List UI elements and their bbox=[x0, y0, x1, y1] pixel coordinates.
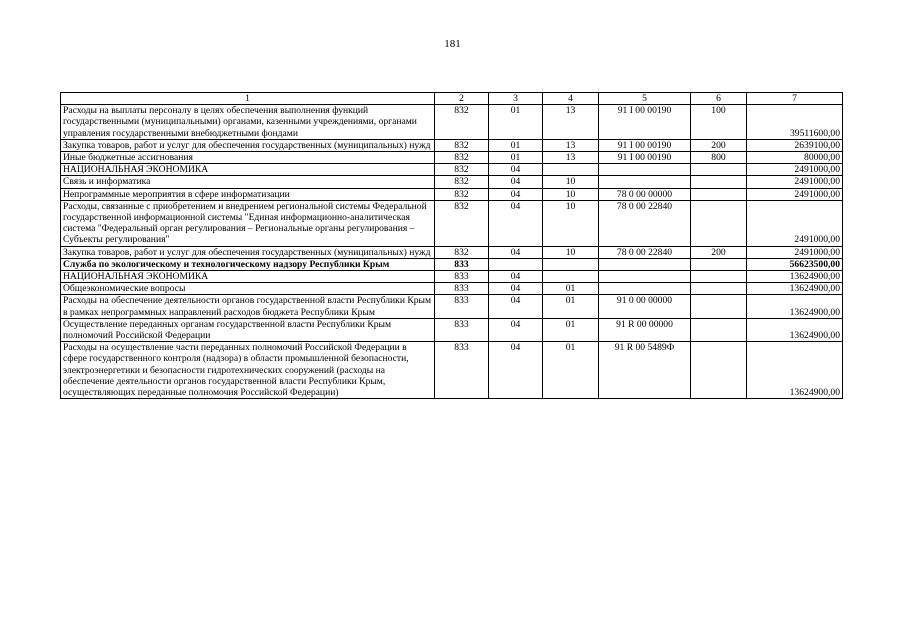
row-amount: 56623500,00 bbox=[747, 258, 843, 270]
budget-table bbox=[60, 92, 843, 399]
table-row bbox=[61, 342, 843, 399]
row-grbs-code: 833 bbox=[435, 271, 489, 283]
row-section: 04 bbox=[489, 283, 543, 295]
table-row bbox=[61, 295, 843, 318]
row-amount: 39511600,00 bbox=[747, 105, 843, 140]
table-row bbox=[61, 271, 843, 283]
row-target-article: 78 0 00 22840 bbox=[599, 200, 691, 246]
row-subsection bbox=[543, 271, 599, 283]
row-subsection: 13 bbox=[543, 105, 599, 140]
row-expense-type bbox=[691, 164, 747, 176]
row-target-article bbox=[599, 271, 691, 283]
row-target-article bbox=[599, 283, 691, 295]
row-subsection: 13 bbox=[543, 139, 599, 151]
table-row bbox=[61, 176, 843, 188]
row-name: Иные бюджетные ассигнования bbox=[61, 152, 435, 164]
row-subsection bbox=[543, 258, 599, 270]
row-name: Закупка товаров, работ и услуг для обеспечения государственных (муниципальных) нужд bbox=[61, 139, 435, 151]
header-cell: 6 bbox=[691, 93, 747, 105]
row-name: Непрограммные мероприятия в сфере информатизации bbox=[61, 188, 435, 200]
row-target-article bbox=[599, 164, 691, 176]
table-row bbox=[61, 283, 843, 295]
row-name: Связь и информатика bbox=[61, 176, 435, 188]
row-expense-type bbox=[691, 188, 747, 200]
row-section: 04 bbox=[489, 176, 543, 188]
row-grbs-code: 832 bbox=[435, 188, 489, 200]
header-cell: 5 bbox=[599, 93, 691, 105]
row-expense-type bbox=[691, 200, 747, 246]
table-row bbox=[61, 200, 843, 246]
row-subsection: 10 bbox=[543, 200, 599, 246]
row-section: 01 bbox=[489, 139, 543, 151]
row-amount: 80000,00 bbox=[747, 152, 843, 164]
row-target-article: 91 0 00 00000 bbox=[599, 295, 691, 318]
row-amount: 2491000,00 bbox=[747, 188, 843, 200]
header-cell: 7 bbox=[747, 93, 843, 105]
row-target-article: 91 R 00 5489Ф bbox=[599, 342, 691, 399]
row-target-article: 91 R 00 00000 bbox=[599, 318, 691, 341]
row-expense-type bbox=[691, 283, 747, 295]
row-name: Служба по экологическому и технологическому надзору Республики Крым bbox=[61, 258, 435, 270]
row-section: 01 bbox=[489, 105, 543, 140]
row-target-article: 91 I 00 00190 bbox=[599, 152, 691, 164]
row-amount: 13624900,00 bbox=[747, 318, 843, 341]
row-section: 01 bbox=[489, 152, 543, 164]
header-cell: 3 bbox=[489, 93, 543, 105]
row-grbs-code: 832 bbox=[435, 246, 489, 258]
row-amount: 13624900,00 bbox=[747, 283, 843, 295]
row-grbs-code: 832 bbox=[435, 105, 489, 140]
row-target-article: 78 0 00 22840 bbox=[599, 246, 691, 258]
row-amount: 2639100,00 bbox=[747, 139, 843, 151]
table-row bbox=[61, 105, 843, 140]
row-expense-type: 200 bbox=[691, 246, 747, 258]
table-row bbox=[61, 188, 843, 200]
row-target-article: 78 0 00 00000 bbox=[599, 188, 691, 200]
row-subsection: 10 bbox=[543, 246, 599, 258]
row-name: Расходы на выплаты персоналу в целях обеспечения выполнения функций государственными (муниципальными) органами, казенными учреждениями, органами управления государственными внебюджетными фондами bbox=[61, 105, 435, 140]
row-grbs-code: 832 bbox=[435, 176, 489, 188]
row-amount: 2491000,00 bbox=[747, 176, 843, 188]
row-name: Расходы, связанные с приобретением и внедрением региональной системы Федеральной государственной информационной системы "Единая информационно-аналитическая система "Федеральный орган регулирования – Региональные органы регулирования – Субъекты регулирования" bbox=[61, 200, 435, 246]
row-expense-type: 200 bbox=[691, 139, 747, 151]
row-grbs-code: 833 bbox=[435, 318, 489, 341]
row-name: Закупка товаров, работ и услуг для обеспечения государственных (муниципальных) нужд bbox=[61, 246, 435, 258]
header-cell: 4 bbox=[543, 93, 599, 105]
row-name: Осуществление переданных органам государственной власти Республики Крым полномочий Российской Федерации bbox=[61, 318, 435, 341]
header-cell: 1 bbox=[61, 93, 435, 105]
row-grbs-code: 833 bbox=[435, 258, 489, 270]
row-amount: 13624900,00 bbox=[747, 295, 843, 318]
table-row bbox=[61, 164, 843, 176]
table-header-row bbox=[61, 93, 843, 105]
header-cell: 2 bbox=[435, 93, 489, 105]
row-grbs-code: 833 bbox=[435, 342, 489, 399]
row-grbs-code: 832 bbox=[435, 152, 489, 164]
table-row bbox=[61, 318, 843, 341]
row-expense-type bbox=[691, 176, 747, 188]
row-section: 04 bbox=[489, 318, 543, 341]
row-section bbox=[489, 258, 543, 270]
row-grbs-code: 832 bbox=[435, 200, 489, 246]
row-expense-type bbox=[691, 342, 747, 399]
row-amount: 13624900,00 bbox=[747, 271, 843, 283]
row-target-article bbox=[599, 176, 691, 188]
row-target-article bbox=[599, 258, 691, 270]
table-row bbox=[61, 246, 843, 258]
table-row bbox=[61, 152, 843, 164]
row-expense-type bbox=[691, 258, 747, 270]
row-subsection: 01 bbox=[543, 295, 599, 318]
row-subsection: 01 bbox=[543, 342, 599, 399]
row-subsection bbox=[543, 164, 599, 176]
row-name: НАЦИОНАЛЬНАЯ ЭКОНОМИКА bbox=[61, 164, 435, 176]
row-amount: 2491000,00 bbox=[747, 200, 843, 246]
row-subsection: 10 bbox=[543, 188, 599, 200]
row-amount: 2491000,00 bbox=[747, 246, 843, 258]
table-row bbox=[61, 139, 843, 151]
row-expense-type bbox=[691, 295, 747, 318]
row-target-article: 91 I 00 00190 bbox=[599, 139, 691, 151]
row-section: 04 bbox=[489, 342, 543, 399]
row-grbs-code: 833 bbox=[435, 295, 489, 318]
row-amount: 2491000,00 bbox=[747, 164, 843, 176]
row-expense-type: 100 bbox=[691, 105, 747, 140]
row-section: 04 bbox=[489, 295, 543, 318]
row-name: Расходы на осуществление части переданных полномочий Российской Федерации в сфере государственного контроля (надзора) в области промышленной безопасности, электроэнергетики и безопасности гидротехнических сооружений (расходы на обеспечение деятельности органов государственной власти Республики Крым, осуществляющих переданные полномочия Российской Федерации) bbox=[61, 342, 435, 399]
row-subsection: 13 bbox=[543, 152, 599, 164]
row-expense-type bbox=[691, 271, 747, 283]
row-expense-type bbox=[691, 318, 747, 341]
row-name: НАЦИОНАЛЬНАЯ ЭКОНОМИКА bbox=[61, 271, 435, 283]
row-section: 04 bbox=[489, 200, 543, 246]
row-amount: 13624900,00 bbox=[747, 342, 843, 399]
row-expense-type: 800 bbox=[691, 152, 747, 164]
row-grbs-code: 833 bbox=[435, 283, 489, 295]
row-subsection: 10 bbox=[543, 176, 599, 188]
row-section: 04 bbox=[489, 271, 543, 283]
row-name: Общеэкономические вопросы bbox=[61, 283, 435, 295]
row-grbs-code: 832 bbox=[435, 164, 489, 176]
row-subsection: 01 bbox=[543, 318, 599, 341]
row-section: 04 bbox=[489, 188, 543, 200]
row-name: Расходы на обеспечение деятельности органов государственной власти Республики Крым в рамках непрограммных направлений расходов бюджета Республики Крым bbox=[61, 295, 435, 318]
page-number: 181 bbox=[444, 38, 461, 50]
table-row bbox=[61, 258, 843, 270]
row-target-article: 91 I 00 00190 bbox=[599, 105, 691, 140]
row-section: 04 bbox=[489, 246, 543, 258]
row-subsection: 01 bbox=[543, 283, 599, 295]
row-grbs-code: 832 bbox=[435, 139, 489, 151]
row-section: 04 bbox=[489, 164, 543, 176]
